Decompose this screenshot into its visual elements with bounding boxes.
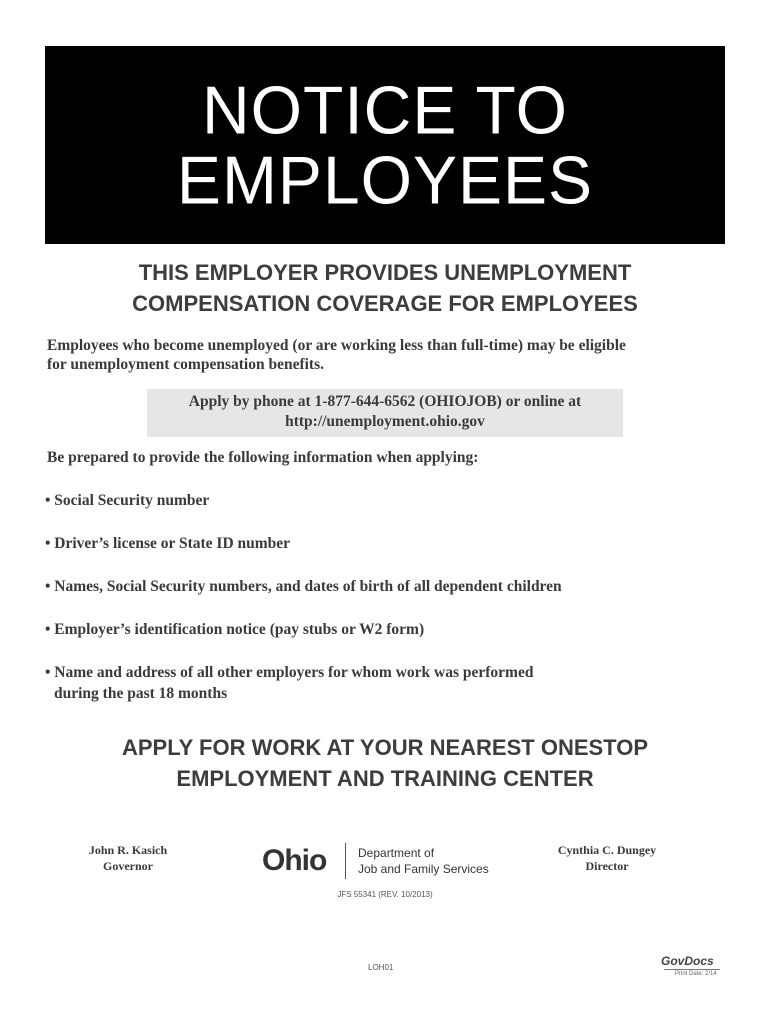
director-block: [548, 842, 666, 874]
list-item-text: • Names, Social Security numbers, and dates of birth of all dependent children: [45, 578, 562, 595]
form-number: JFS 55341 (REV. 10/2013): [337, 890, 433, 899]
coverage-heading-line-2: COMPENSATION COVERAGE FOR EMPLOYEES: [132, 291, 638, 316]
apply-info-box: [147, 389, 623, 437]
logo-divider: [345, 843, 346, 879]
list-item-text: • Driver’s license or State ID number: [45, 535, 291, 552]
print-date: Print Date: 2/14: [675, 971, 717, 977]
coverage-heading: [45, 257, 725, 319]
director-name: Cynthia C. Dungey: [557, 843, 657, 857]
list-item-text: • Employer’s identification notice (pay stubs or W2 form): [45, 621, 425, 638]
department-name: [358, 845, 489, 877]
list-item: [45, 662, 725, 704]
footer-code: LOH01: [368, 963, 394, 972]
list-item: [45, 533, 725, 554]
eligibility-line-2: for unemployment compensation benefits.: [47, 356, 324, 373]
apply-phone-line: Apply by phone at 1-877-644-6562 (OHIOJOB) or online at: [188, 393, 582, 410]
govdocs-divider: [664, 969, 720, 970]
list-item: [45, 619, 725, 640]
list-item-text: • Name and address of all other employers for whom work was performed: [45, 664, 534, 681]
notice-banner: [45, 46, 725, 244]
prepare-text: Be prepared to provide the following information when applying:: [47, 449, 479, 466]
banner-title-line-1: NOTICE TO: [202, 72, 568, 148]
director-title: Director: [585, 859, 629, 873]
governor-block: [78, 842, 178, 874]
coverage-heading-line-1: THIS EMPLOYER PROVIDES UNEMPLOYMENT: [138, 260, 632, 285]
apply-work-line-1: APPLY FOR WORK AT YOUR NEAREST ONESTOP: [121, 735, 649, 760]
department-line-1: Department of: [358, 846, 435, 860]
list-item: [45, 490, 725, 511]
ohio-logo: Ohio: [262, 844, 327, 877]
governor-name: John R. Kasich: [88, 843, 168, 857]
banner-title-line-2: EMPLOYEES: [176, 142, 594, 218]
apply-work-heading: [45, 732, 725, 794]
eligibility-line-1: Employees who become unemployed (or are working less than full-time) may be eligible: [47, 337, 626, 354]
eligibility-paragraph: [47, 336, 727, 374]
govdocs-logo: GovDocs: [661, 954, 714, 968]
list-item-text: • Social Security number: [45, 492, 210, 509]
governor-title: Governor: [103, 859, 153, 873]
apply-url-line: http://unemployment.ohio.gov: [285, 413, 485, 430]
list-item: [45, 576, 725, 597]
list-item-continuation: during the past 18 months: [54, 685, 228, 702]
department-line-2: Job and Family Services: [358, 862, 489, 876]
requirements-list: [45, 490, 725, 726]
apply-work-line-2: EMPLOYMENT AND TRAINING CENTER: [176, 766, 594, 791]
